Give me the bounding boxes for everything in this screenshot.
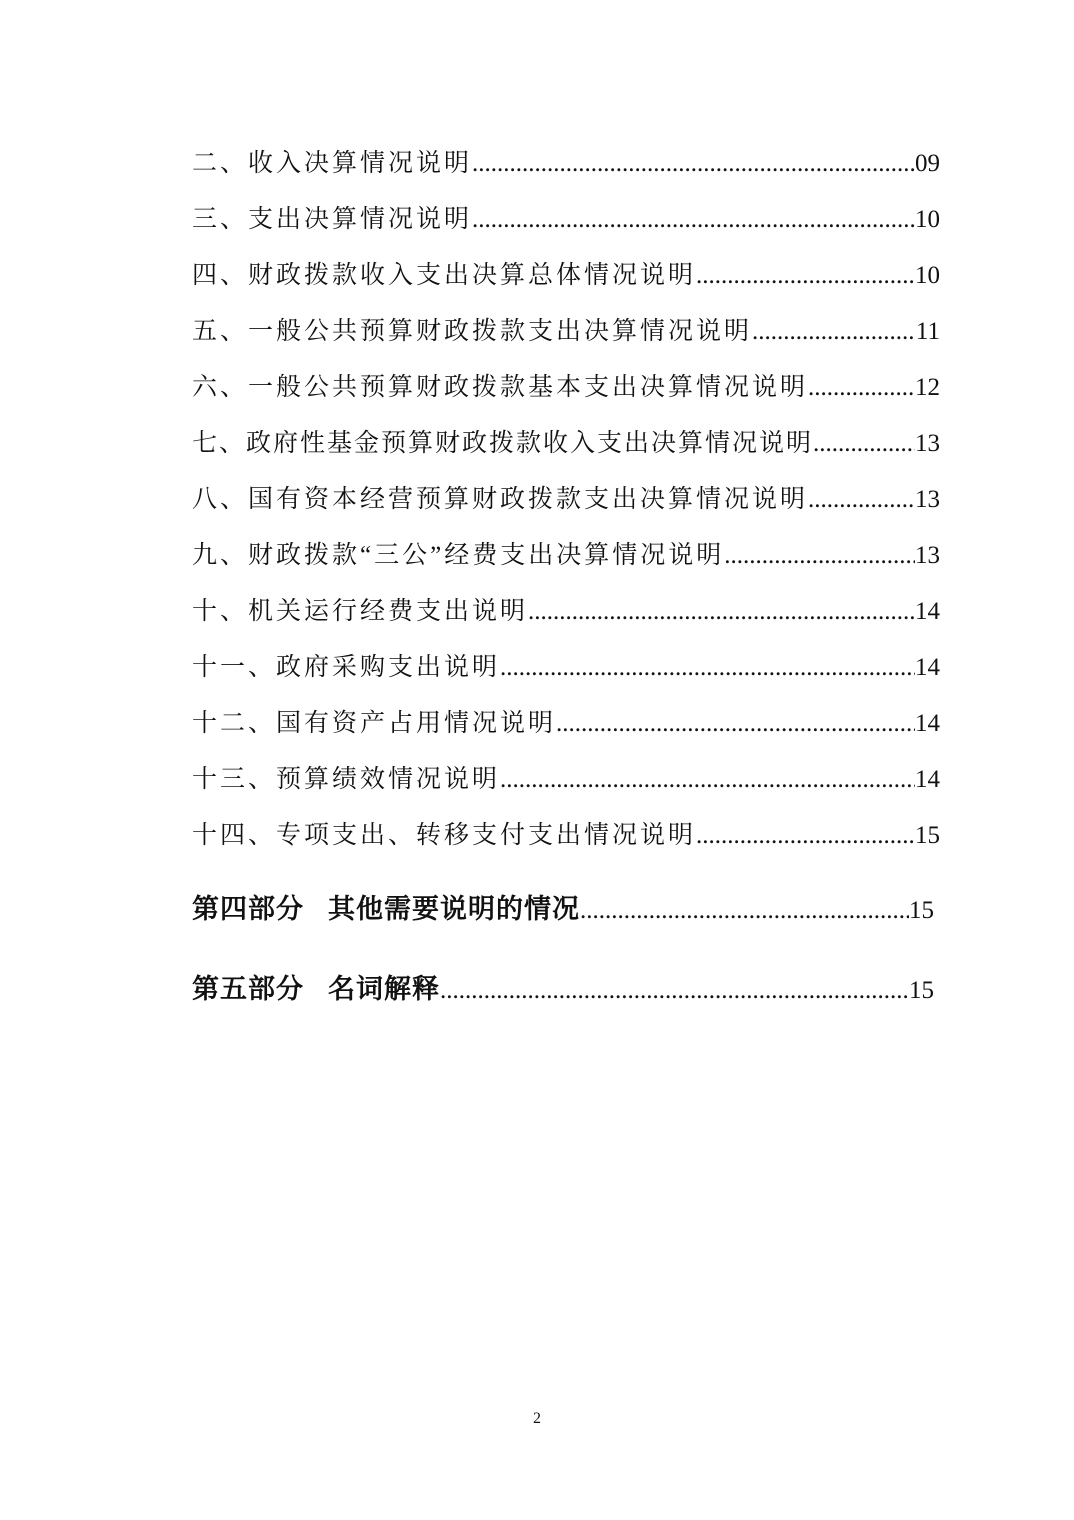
- toc-entry[interactable]: [192, 472, 940, 528]
- part-title: 名词解释: [328, 974, 440, 1005]
- toc-entry[interactable]: [192, 416, 940, 472]
- toc-entry-page: 14: [915, 766, 940, 793]
- toc-entry[interactable]: [192, 192, 940, 248]
- dot-leader: [808, 472, 915, 528]
- dot-leader: [696, 808, 915, 864]
- dot-leader: [440, 967, 909, 1015]
- dot-leader: [556, 696, 915, 752]
- dot-leader: [724, 528, 915, 584]
- dot-leader: [752, 304, 916, 360]
- toc-entry-title: 十四、专项支出、转移支付支出情况说明: [192, 822, 697, 849]
- dot-leader: [528, 584, 915, 640]
- toc-entry-page: 09: [915, 150, 940, 177]
- toc-entry[interactable]: [192, 248, 940, 304]
- page-number: 2: [533, 1410, 541, 1427]
- toc-entry-title: 三、支出决算情况说明: [192, 206, 473, 233]
- dot-leader: [500, 640, 915, 696]
- toc-entry-title: 十三、预算绩效情况说明: [192, 766, 501, 793]
- toc-entry-page: 13: [915, 542, 940, 569]
- dot-leader: [580, 887, 909, 935]
- part-label: 第五部分: [192, 974, 304, 1005]
- toc-entry-title: 九、财政拨款“三公”经费支出决算情况说明: [192, 542, 725, 569]
- dot-leader: [696, 248, 915, 304]
- toc-entry-title: 五、一般公共预算财政拨款支出决算情况说明: [192, 318, 753, 345]
- toc-entry[interactable]: [192, 752, 940, 808]
- part-label: 第四部分: [192, 894, 304, 925]
- toc-entry-page: 10: [915, 206, 940, 233]
- toc-entry-page: 10: [915, 262, 940, 289]
- toc-entry-title: 六、一般公共预算财政拨款基本支出决算情况说明: [192, 374, 809, 401]
- toc-entry-page: 11: [915, 318, 940, 345]
- toc-entry[interactable]: [192, 304, 940, 360]
- toc-entry-page: 13: [915, 486, 940, 513]
- toc-entry-title: 七、政府性基金预算财政拨款收入支出决算情况说明: [192, 430, 814, 457]
- toc-entry-page: 13: [915, 430, 940, 457]
- table-of-contents: [192, 136, 940, 864]
- toc-entry[interactable]: [192, 360, 940, 416]
- toc-entry-title: 十一、政府采购支出说明: [192, 654, 501, 681]
- toc-entry[interactable]: [192, 528, 940, 584]
- toc-entry[interactable]: [192, 136, 940, 192]
- dot-leader: [813, 416, 915, 472]
- toc-entry-page: 14: [915, 710, 940, 737]
- dot-leader: [808, 360, 915, 416]
- toc-entry-page: 14: [915, 598, 940, 625]
- dot-leader: [472, 136, 915, 192]
- toc-entry-title: 十二、国有资产占用情况说明: [192, 710, 557, 737]
- part-page: 15: [909, 897, 934, 924]
- toc-entry-page: 15: [915, 822, 940, 849]
- toc-entry-page: 12: [915, 374, 940, 401]
- dot-leader: [472, 192, 915, 248]
- part-page: 15: [909, 977, 934, 1004]
- toc-entry[interactable]: [192, 640, 940, 696]
- toc-entry-page: 14: [915, 654, 940, 681]
- toc-entry[interactable]: [192, 584, 940, 640]
- toc-entry-title: 二、收入决算情况说明: [192, 150, 473, 177]
- toc-entry-title: 八、国有资本经营预算财政拨款支出决算情况说明: [192, 486, 809, 513]
- toc-entry-title: 四、财政拨款收入支出决算总体情况说明: [192, 262, 697, 289]
- toc-entry[interactable]: [192, 696, 940, 752]
- toc-part-five[interactable]: [192, 966, 934, 1015]
- part-title: 其他需要说明的情况: [328, 894, 580, 925]
- dot-leader: [500, 752, 915, 808]
- toc-entry-title: 十、机关运行经费支出说明: [192, 598, 529, 625]
- toc-entry[interactable]: [192, 808, 940, 864]
- toc-part-four[interactable]: [192, 886, 934, 935]
